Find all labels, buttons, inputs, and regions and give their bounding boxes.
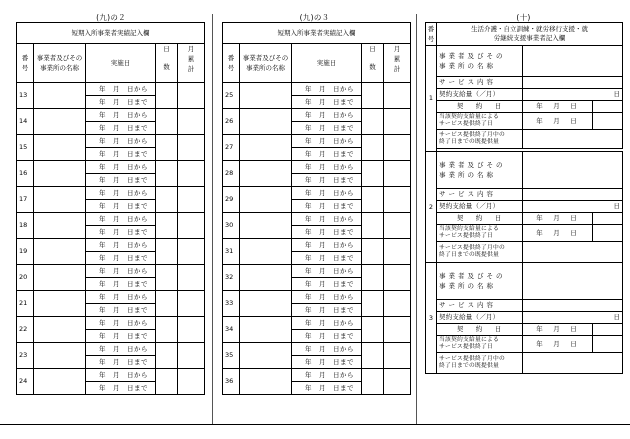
cumulative-cell[interactable]	[384, 83, 411, 109]
table-subtitle: 短期入所事業者実績記入欄	[223, 23, 411, 44]
date-to[interactable]: 年 月 日まで	[292, 226, 362, 239]
cumulative-cell[interactable]	[178, 213, 205, 239]
header-cumulative: 月 累 計	[178, 44, 205, 83]
cumulative-cell[interactable]	[178, 161, 205, 187]
header-number: 番 号	[426, 23, 437, 46]
date-to[interactable]: 年 月 日まで	[292, 356, 362, 369]
provider-cell[interactable]	[240, 213, 292, 239]
cumulative-cell[interactable]	[178, 109, 205, 135]
days-cell[interactable]	[362, 317, 384, 343]
row-number: 35	[223, 343, 240, 369]
cumulative-cell[interactable]	[384, 161, 411, 187]
date-to[interactable]: 年 月 日まで	[86, 304, 156, 317]
days-cell[interactable]	[156, 291, 178, 317]
days-cell[interactable]	[156, 239, 178, 265]
row-number: 14	[17, 109, 34, 135]
date-from[interactable]: 年 月 日から	[292, 239, 362, 252]
header-date: 実施日	[86, 44, 156, 83]
table-subtitle: 短期入所事業者実績記入欄	[17, 23, 205, 44]
end-date-label: 当該契約支給量による サービス提供終了日	[437, 336, 523, 353]
date-to[interactable]: 年 月 日まで	[86, 148, 156, 161]
header-days: 日 数	[156, 44, 178, 83]
row-number: 15	[17, 135, 34, 161]
header-provider-name: 事業者及びその 事業所の名称	[240, 44, 292, 83]
block-number: 1	[426, 46, 437, 152]
contract-date-label: 契 約 日	[437, 324, 523, 336]
contract-date-extra[interactable]	[593, 324, 623, 336]
days-cell[interactable]	[156, 343, 178, 369]
header-cumulative: 月 累 計	[384, 44, 411, 83]
provider-cell[interactable]	[34, 239, 86, 265]
panel-daily-activity-support	[417, 0, 630, 439]
cumulative-cell[interactable]	[384, 291, 411, 317]
date-from[interactable]: 年 月 日から	[86, 343, 156, 356]
panel-short-stay-1	[0, 0, 212, 439]
days-cell[interactable]	[156, 135, 178, 161]
date-to[interactable]: 年 月 日まで	[292, 252, 362, 265]
row-number: 13	[17, 83, 34, 109]
date-to[interactable]: 年 月 日まで	[292, 330, 362, 343]
days-cell[interactable]	[156, 187, 178, 213]
date-to[interactable]: 年 月 日まで	[292, 122, 362, 135]
cumulative-cell[interactable]	[178, 343, 205, 369]
date-from[interactable]: 年 月 日から	[86, 187, 156, 200]
provider-cell[interactable]	[240, 317, 292, 343]
cumulative-cell[interactable]	[178, 265, 205, 291]
date-from[interactable]: 年 月 日から	[292, 213, 362, 226]
cumulative-cell[interactable]	[178, 317, 205, 343]
block-2	[426, 152, 623, 263]
provided-amount-label: サービス提供終了月中の 終了日までの既提供量	[437, 242, 523, 263]
row-number: 31	[223, 239, 240, 265]
cumulative-cell[interactable]	[384, 213, 411, 239]
end-date-value[interactable]: 年 月 日	[523, 113, 593, 130]
provider-cell[interactable]	[240, 343, 292, 369]
provider-cell[interactable]	[240, 187, 292, 213]
provider-name-value[interactable]	[523, 263, 623, 300]
date-to[interactable]: 年 月 日まで	[86, 252, 156, 265]
days-cell[interactable]	[362, 369, 384, 395]
date-from[interactable]: 年 月 日から	[292, 291, 362, 304]
date-from[interactable]: 年 月 日から	[86, 135, 156, 148]
date-from[interactable]: 年 月 日から	[86, 161, 156, 174]
days-cell[interactable]	[156, 83, 178, 109]
days-cell[interactable]	[362, 239, 384, 265]
provider-cell[interactable]	[240, 161, 292, 187]
row-number: 24	[17, 369, 34, 395]
provider-cell[interactable]	[240, 109, 292, 135]
contract-amount-label: 契約支給量（／月）	[437, 312, 523, 324]
days-cell[interactable]	[362, 291, 384, 317]
table-body	[17, 83, 205, 395]
provider-name-label: 事業者及びその 事業所の名称	[437, 152, 523, 189]
row-number: 23	[17, 343, 34, 369]
record-table	[16, 22, 205, 395]
contract-date-extra[interactable]	[593, 213, 623, 225]
row-number: 33	[223, 291, 240, 317]
date-to[interactable]: 年 月 日まで	[86, 356, 156, 369]
header-days: 日 数	[362, 44, 384, 83]
table-title: 生活介護・自立訓練・就労移行支援・就 労継続支援事業者記入欄	[437, 23, 623, 46]
row-number: 34	[223, 317, 240, 343]
provider-cell[interactable]	[34, 343, 86, 369]
provider-cell[interactable]	[240, 291, 292, 317]
days-cell[interactable]	[362, 343, 384, 369]
date-from[interactable]: 年 月 日から	[86, 239, 156, 252]
panel-label: (九)の３	[299, 13, 330, 22]
cumulative-cell[interactable]	[178, 83, 205, 109]
days-cell[interactable]	[362, 135, 384, 161]
days-cell[interactable]	[362, 109, 384, 135]
provider-cell[interactable]	[34, 291, 86, 317]
contract-date-value[interactable]: 年 月 日	[523, 213, 593, 225]
row-number: 21	[17, 291, 34, 317]
date-to[interactable]: 年 月 日まで	[86, 278, 156, 291]
cumulative-cell[interactable]	[384, 109, 411, 135]
end-date-extra[interactable]	[593, 113, 623, 130]
panel-label: (十)	[516, 13, 531, 22]
date-from[interactable]: 年 月 日から	[292, 187, 362, 200]
row-number: 27	[223, 135, 240, 161]
row-number: 17	[17, 187, 34, 213]
provider-cell[interactable]	[240, 239, 292, 265]
days-cell[interactable]	[362, 187, 384, 213]
block-1	[426, 46, 623, 152]
days-cell[interactable]	[362, 213, 384, 239]
date-from[interactable]: 年 月 日から	[292, 317, 362, 330]
provider-cell[interactable]	[240, 83, 292, 109]
end-date-extra[interactable]	[593, 225, 623, 242]
block-3	[426, 263, 623, 374]
date-from[interactable]: 年 月 日から	[292, 343, 362, 356]
row-number: 32	[223, 265, 240, 291]
end-date-extra[interactable]	[593, 336, 623, 353]
header-number: 番 号	[17, 44, 34, 83]
provider-cell[interactable]	[240, 265, 292, 291]
provided-amount-value[interactable]	[523, 242, 623, 263]
date-to[interactable]: 年 月 日まで	[292, 200, 362, 213]
provider-name-label: 事業者及びその 事業所の名称	[437, 263, 523, 300]
provider-name-label: 事業者及びその 事業所の名称	[437, 46, 523, 77]
provider-cell[interactable]	[34, 83, 86, 109]
date-to[interactable]: 年 月 日まで	[86, 174, 156, 187]
contract-date-label: 契 約 日	[437, 101, 523, 113]
days-cell[interactable]	[362, 161, 384, 187]
date-to[interactable]: 年 月 日まで	[86, 200, 156, 213]
provided-amount-value[interactable]	[523, 130, 623, 149]
cumulative-cell[interactable]	[384, 265, 411, 291]
cumulative-cell[interactable]	[384, 135, 411, 161]
date-from[interactable]: 年 月 日から	[292, 83, 362, 96]
contract-amount-label: 契約支給量（／月）	[437, 89, 523, 101]
cumulative-cell[interactable]	[384, 187, 411, 213]
panel-label: (九)の２	[96, 13, 126, 22]
row-number: 20	[17, 265, 34, 291]
date-from[interactable]: 年 月 日から	[86, 291, 156, 304]
service-value[interactable]	[523, 300, 623, 312]
cumulative-cell[interactable]	[178, 135, 205, 161]
row-number: 22	[17, 317, 34, 343]
date-from[interactable]: 年 月 日から	[86, 265, 156, 278]
days-cell[interactable]	[156, 265, 178, 291]
service-value[interactable]	[523, 189, 623, 201]
provider-cell[interactable]	[34, 109, 86, 135]
contract-amount-value[interactable]: 日	[523, 89, 623, 101]
provider-name-value[interactable]	[523, 152, 623, 189]
date-to[interactable]: 年 月 日まで	[292, 304, 362, 317]
date-from[interactable]: 年 月 日から	[292, 135, 362, 148]
cumulative-cell[interactable]	[384, 317, 411, 343]
row-number: 18	[17, 213, 34, 239]
header-number: 番 号	[223, 44, 240, 83]
date-to[interactable]: 年 月 日まで	[292, 382, 362, 395]
provided-amount-label: サービス提供終了月中の 終了日までの既提供量	[437, 130, 523, 149]
provider-cell[interactable]	[240, 135, 292, 161]
row-number: 36	[223, 369, 240, 395]
provider-cell[interactable]	[34, 317, 86, 343]
end-date-label: 当該契約支給量による サービス提供終了日	[437, 225, 523, 242]
end-date-label: 当該契約支給量による サービス提供終了日	[437, 113, 523, 130]
date-to[interactable]: 年 月 日まで	[86, 330, 156, 343]
days-cell[interactable]	[156, 213, 178, 239]
cumulative-cell[interactable]	[178, 291, 205, 317]
date-from[interactable]: 年 月 日から	[86, 109, 156, 122]
days-cell[interactable]	[362, 265, 384, 291]
provider-name-value[interactable]	[523, 46, 623, 77]
block-number: 3	[426, 263, 437, 374]
cumulative-cell[interactable]	[178, 187, 205, 213]
record-table	[222, 22, 411, 395]
date-to[interactable]: 年 月 日まで	[292, 174, 362, 187]
cumulative-cell[interactable]	[178, 239, 205, 265]
date-from[interactable]: 年 月 日から	[292, 161, 362, 174]
block-number: 2	[426, 152, 437, 263]
contract-amount-label: 契約支給量（／月）	[437, 201, 523, 213]
date-from[interactable]: 年 月 日から	[86, 213, 156, 226]
row-number: 30	[223, 213, 240, 239]
contract-date-extra[interactable]	[593, 101, 623, 113]
end-date-value[interactable]: 年 月 日	[523, 225, 593, 242]
date-to[interactable]: 年 月 日まで	[292, 96, 362, 109]
provider-cell[interactable]	[34, 369, 86, 395]
panel-short-stay-2	[213, 0, 416, 439]
date-to[interactable]: 年 月 日まで	[86, 122, 156, 135]
row-number: 19	[17, 239, 34, 265]
cumulative-cell[interactable]	[384, 369, 411, 395]
table-body	[223, 83, 411, 395]
days-cell[interactable]	[362, 83, 384, 109]
row-number: 26	[223, 109, 240, 135]
date-to[interactable]: 年 月 日まで	[86, 382, 156, 395]
date-from[interactable]: 年 月 日から	[292, 265, 362, 278]
service-value[interactable]	[523, 77, 623, 89]
days-cell[interactable]	[156, 369, 178, 395]
date-from[interactable]: 年 月 日から	[86, 317, 156, 330]
date-from[interactable]: 年 月 日から	[292, 109, 362, 122]
contract-amount-value[interactable]: 日	[523, 201, 623, 213]
cumulative-cell[interactable]	[384, 343, 411, 369]
provider-record-table	[425, 22, 623, 374]
date-to[interactable]: 年 月 日まで	[86, 226, 156, 239]
date-to[interactable]: 年 月 日まで	[292, 278, 362, 291]
service-label: サービス内容	[437, 189, 523, 201]
service-label: サービス内容	[437, 77, 523, 89]
service-label: サービス内容	[437, 300, 523, 312]
days-cell[interactable]	[156, 317, 178, 343]
contract-date-value[interactable]: 年 月 日	[523, 101, 593, 113]
date-to[interactable]: 年 月 日まで	[86, 96, 156, 109]
date-from[interactable]: 年 月 日から	[292, 369, 362, 382]
provider-cell[interactable]	[34, 187, 86, 213]
cumulative-cell[interactable]	[178, 369, 205, 395]
row-number: 16	[17, 161, 34, 187]
header-provider-name: 事業者及びその 事業所の名称	[34, 44, 86, 83]
date-from[interactable]: 年 月 日から	[86, 369, 156, 382]
provider-cell[interactable]	[34, 213, 86, 239]
row-number: 29	[223, 187, 240, 213]
provider-cell[interactable]	[34, 161, 86, 187]
contract-amount-value[interactable]: 日	[523, 312, 623, 324]
provided-amount-label: サービス提供終了月中の 終了日までの既提供量	[437, 353, 523, 374]
provider-cell[interactable]	[240, 369, 292, 395]
provider-cell[interactable]	[34, 265, 86, 291]
cumulative-cell[interactable]	[384, 239, 411, 265]
end-date-value[interactable]: 年 月 日	[523, 336, 593, 353]
row-number: 28	[223, 161, 240, 187]
date-to[interactable]: 年 月 日まで	[292, 148, 362, 161]
days-cell[interactable]	[156, 161, 178, 187]
contract-date-value[interactable]: 年 月 日	[523, 324, 593, 336]
provider-cell[interactable]	[34, 135, 86, 161]
date-from[interactable]: 年 月 日から	[86, 83, 156, 96]
row-number: 25	[223, 83, 240, 109]
provided-amount-value[interactable]	[523, 353, 623, 374]
header-date: 実施日	[292, 44, 362, 83]
contract-date-label: 契 約 日	[437, 213, 523, 225]
days-cell[interactable]	[156, 109, 178, 135]
